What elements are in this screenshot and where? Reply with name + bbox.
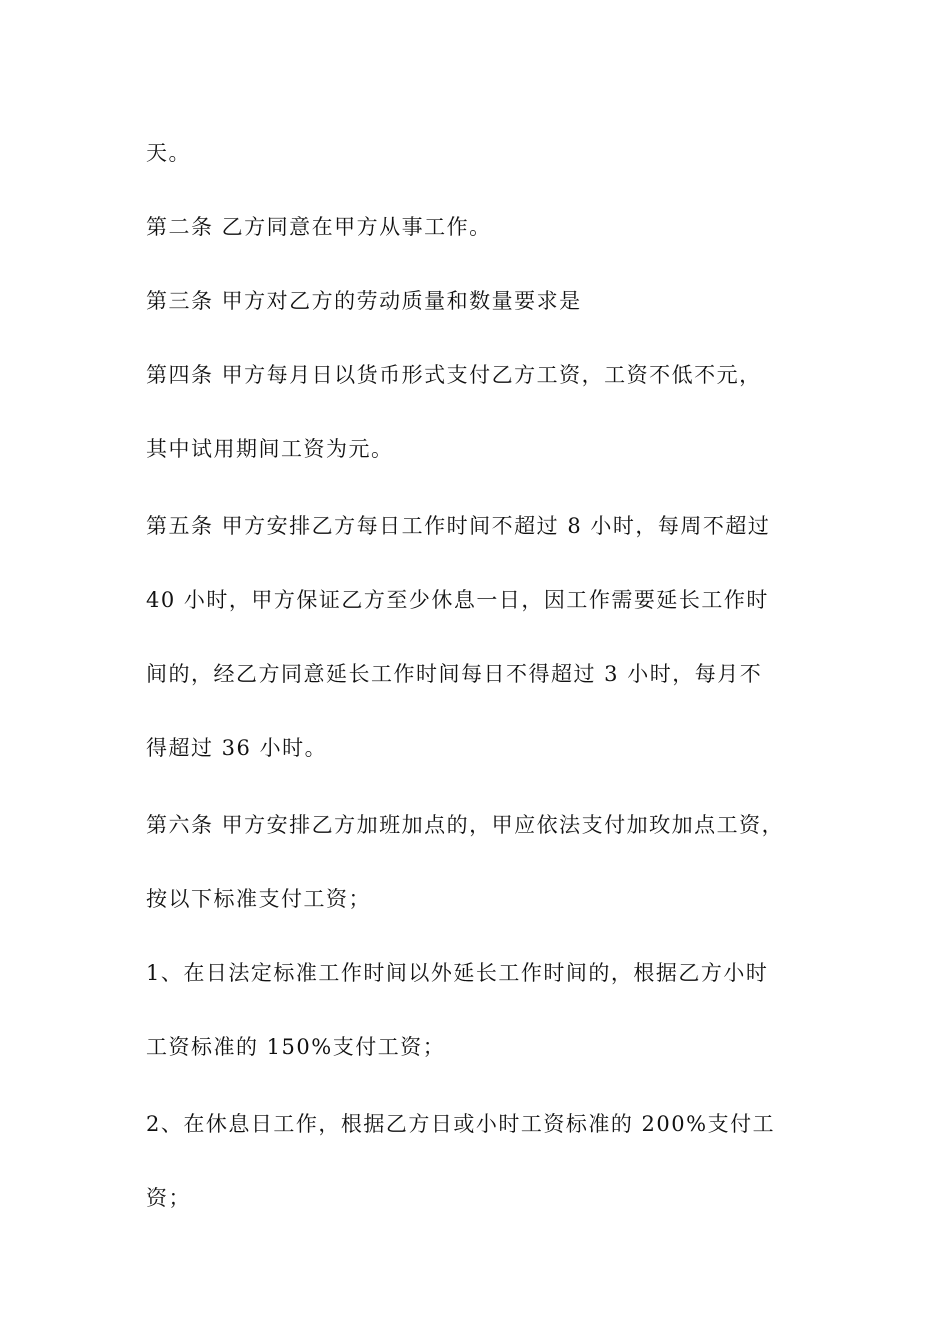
text-line: 工资标准的 150%支付工资； <box>146 1035 446 1059</box>
text-line: 40 小时，甲方保证乙方至少休息一日，因工作需要延长工作时 <box>146 588 769 612</box>
text-line: 第三条 甲方对乙方的劳动质量和数量要求是 <box>146 289 582 313</box>
text-line: 其中试用期间工资为元。 <box>146 437 394 461</box>
text-line: 1、在日法定标准工作时间以外延长工作时间的，根据乙方小时 <box>146 961 769 985</box>
text-line: 第四条 甲方每月日以货币形式支付乙方工资，工资不低不元， <box>146 363 762 387</box>
text-line: 第五条 甲方安排乙方每日工作时间不超过 8 小时，每周不超过 <box>146 514 771 538</box>
text-line: 按以下标准支付工资； <box>146 887 371 911</box>
text-line: 2、在休息日工作，根据乙方日或小时工资标准的 200%支付工 <box>146 1112 776 1136</box>
text-line: 资； <box>146 1186 191 1210</box>
text-line: 得超过 36 小时。 <box>146 736 328 760</box>
text-line: 天。 <box>146 141 191 165</box>
text-line: 第二条 乙方同意在甲方从事工作。 <box>146 215 492 239</box>
text-line: 间的，经乙方同意延长工作时间每日不得超过 3 小时，每月不 <box>146 662 763 686</box>
text-line: 第六条 甲方安排乙方加班加点的，甲应依法支付加玫加点工资， <box>146 813 785 837</box>
